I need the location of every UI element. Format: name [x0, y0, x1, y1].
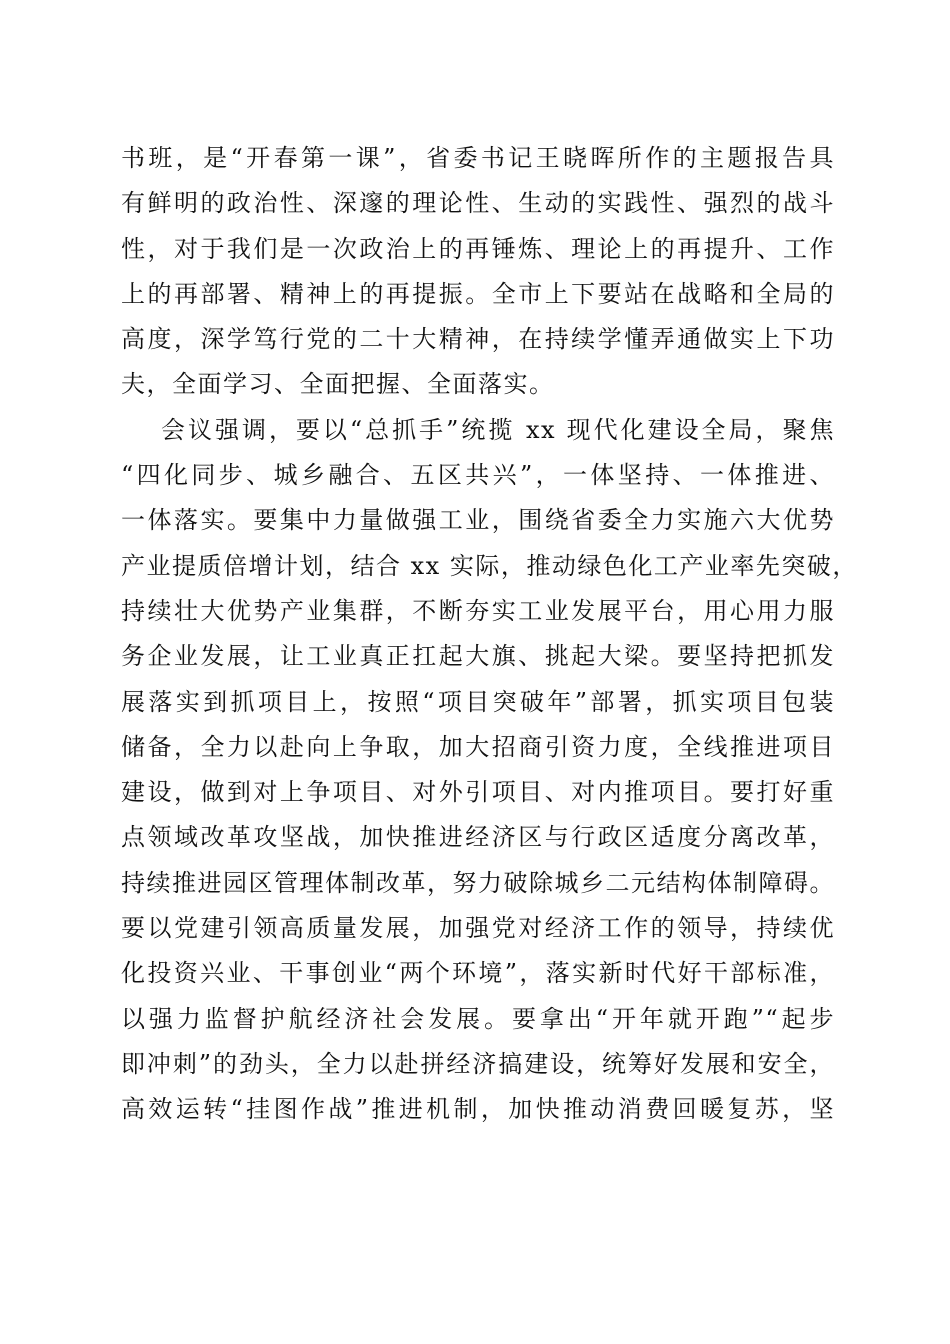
paragraph-2	[121, 408, 858, 1133]
text-line: 上的再部署、精神上的再提振。全市上下要站在战略和全局的	[121, 279, 835, 308]
text-line: 产业提质倍增计划，结合 xx 实际，推动绿色化工产业率先突破，	[121, 551, 858, 580]
text-line: 持续壮大优势产业集群，不断夯实工业发展平台，用心用力服	[121, 596, 835, 625]
text-line: 点领域改革攻坚战，加快推进经济区与行政区适度分离改革，	[121, 823, 835, 852]
text-line: 高度，深学笃行党的二十大精神，在持续学懂弄通做实上下功	[121, 325, 835, 354]
text-line: 性，对于我们是一次政治上的再锤炼、理论上的再提升、工作	[121, 234, 835, 263]
text-line: 即冲刺”的劲头，全力以赴拼经济搞建设，统筹好发展和安全，	[121, 1049, 835, 1078]
text-line: 化投资兴业、干事创业“两个环境”，落实新时代好干部标准，	[121, 959, 835, 988]
text-line: “四化同步、城乡融合、五区共兴”，一体坚持、一体推进、	[121, 461, 835, 490]
text-line: 建设，做到对上争项目、对外引项目、对内推项目。要打好重	[121, 778, 835, 807]
text-line: 以强力监督护航经济社会发展。要拿出“开年就开跑”“起步	[121, 1004, 835, 1033]
text-line: 要以党建引领高质量发展，加强党对经济工作的领导，持续优	[121, 914, 835, 943]
text-line: 展落实到抓项目上，按照“项目突破年”部署，抓实项目包装	[121, 687, 835, 716]
text-line: 有鲜明的政治性、深邃的理论性、生动的实践性、强烈的战斗	[121, 189, 835, 218]
text-line: 高效运转“挂图作战”推进机制，加快推动消费回暖复苏，坚	[121, 1095, 835, 1124]
text-line: 书班，是“开春第一课”，省委书记王晓晖所作的主题报告具	[121, 144, 835, 172]
text-line: 一体落实。要集中力量做强工业，围绕省委全力实施六大优势	[121, 506, 835, 535]
text-line: 会议强调，要以“总抓手”统揽 xx 现代化建设全局，聚焦	[161, 415, 835, 444]
text-line: 夫，全面学习、全面把握、全面落实。	[121, 370, 555, 399]
text-line: 储备，全力以赴向上争取，加大招商引资力度，全线推进项目	[121, 732, 835, 761]
paragraph-1	[121, 136, 835, 408]
text-line: 持续推进园区管理体制改革，努力破除城乡二元结构体制障碍。	[121, 868, 835, 897]
document-body	[121, 136, 858, 1133]
text-line: 务企业发展，让工业真正扛起大旗、挑起大梁。要坚持把抓发	[121, 642, 835, 671]
